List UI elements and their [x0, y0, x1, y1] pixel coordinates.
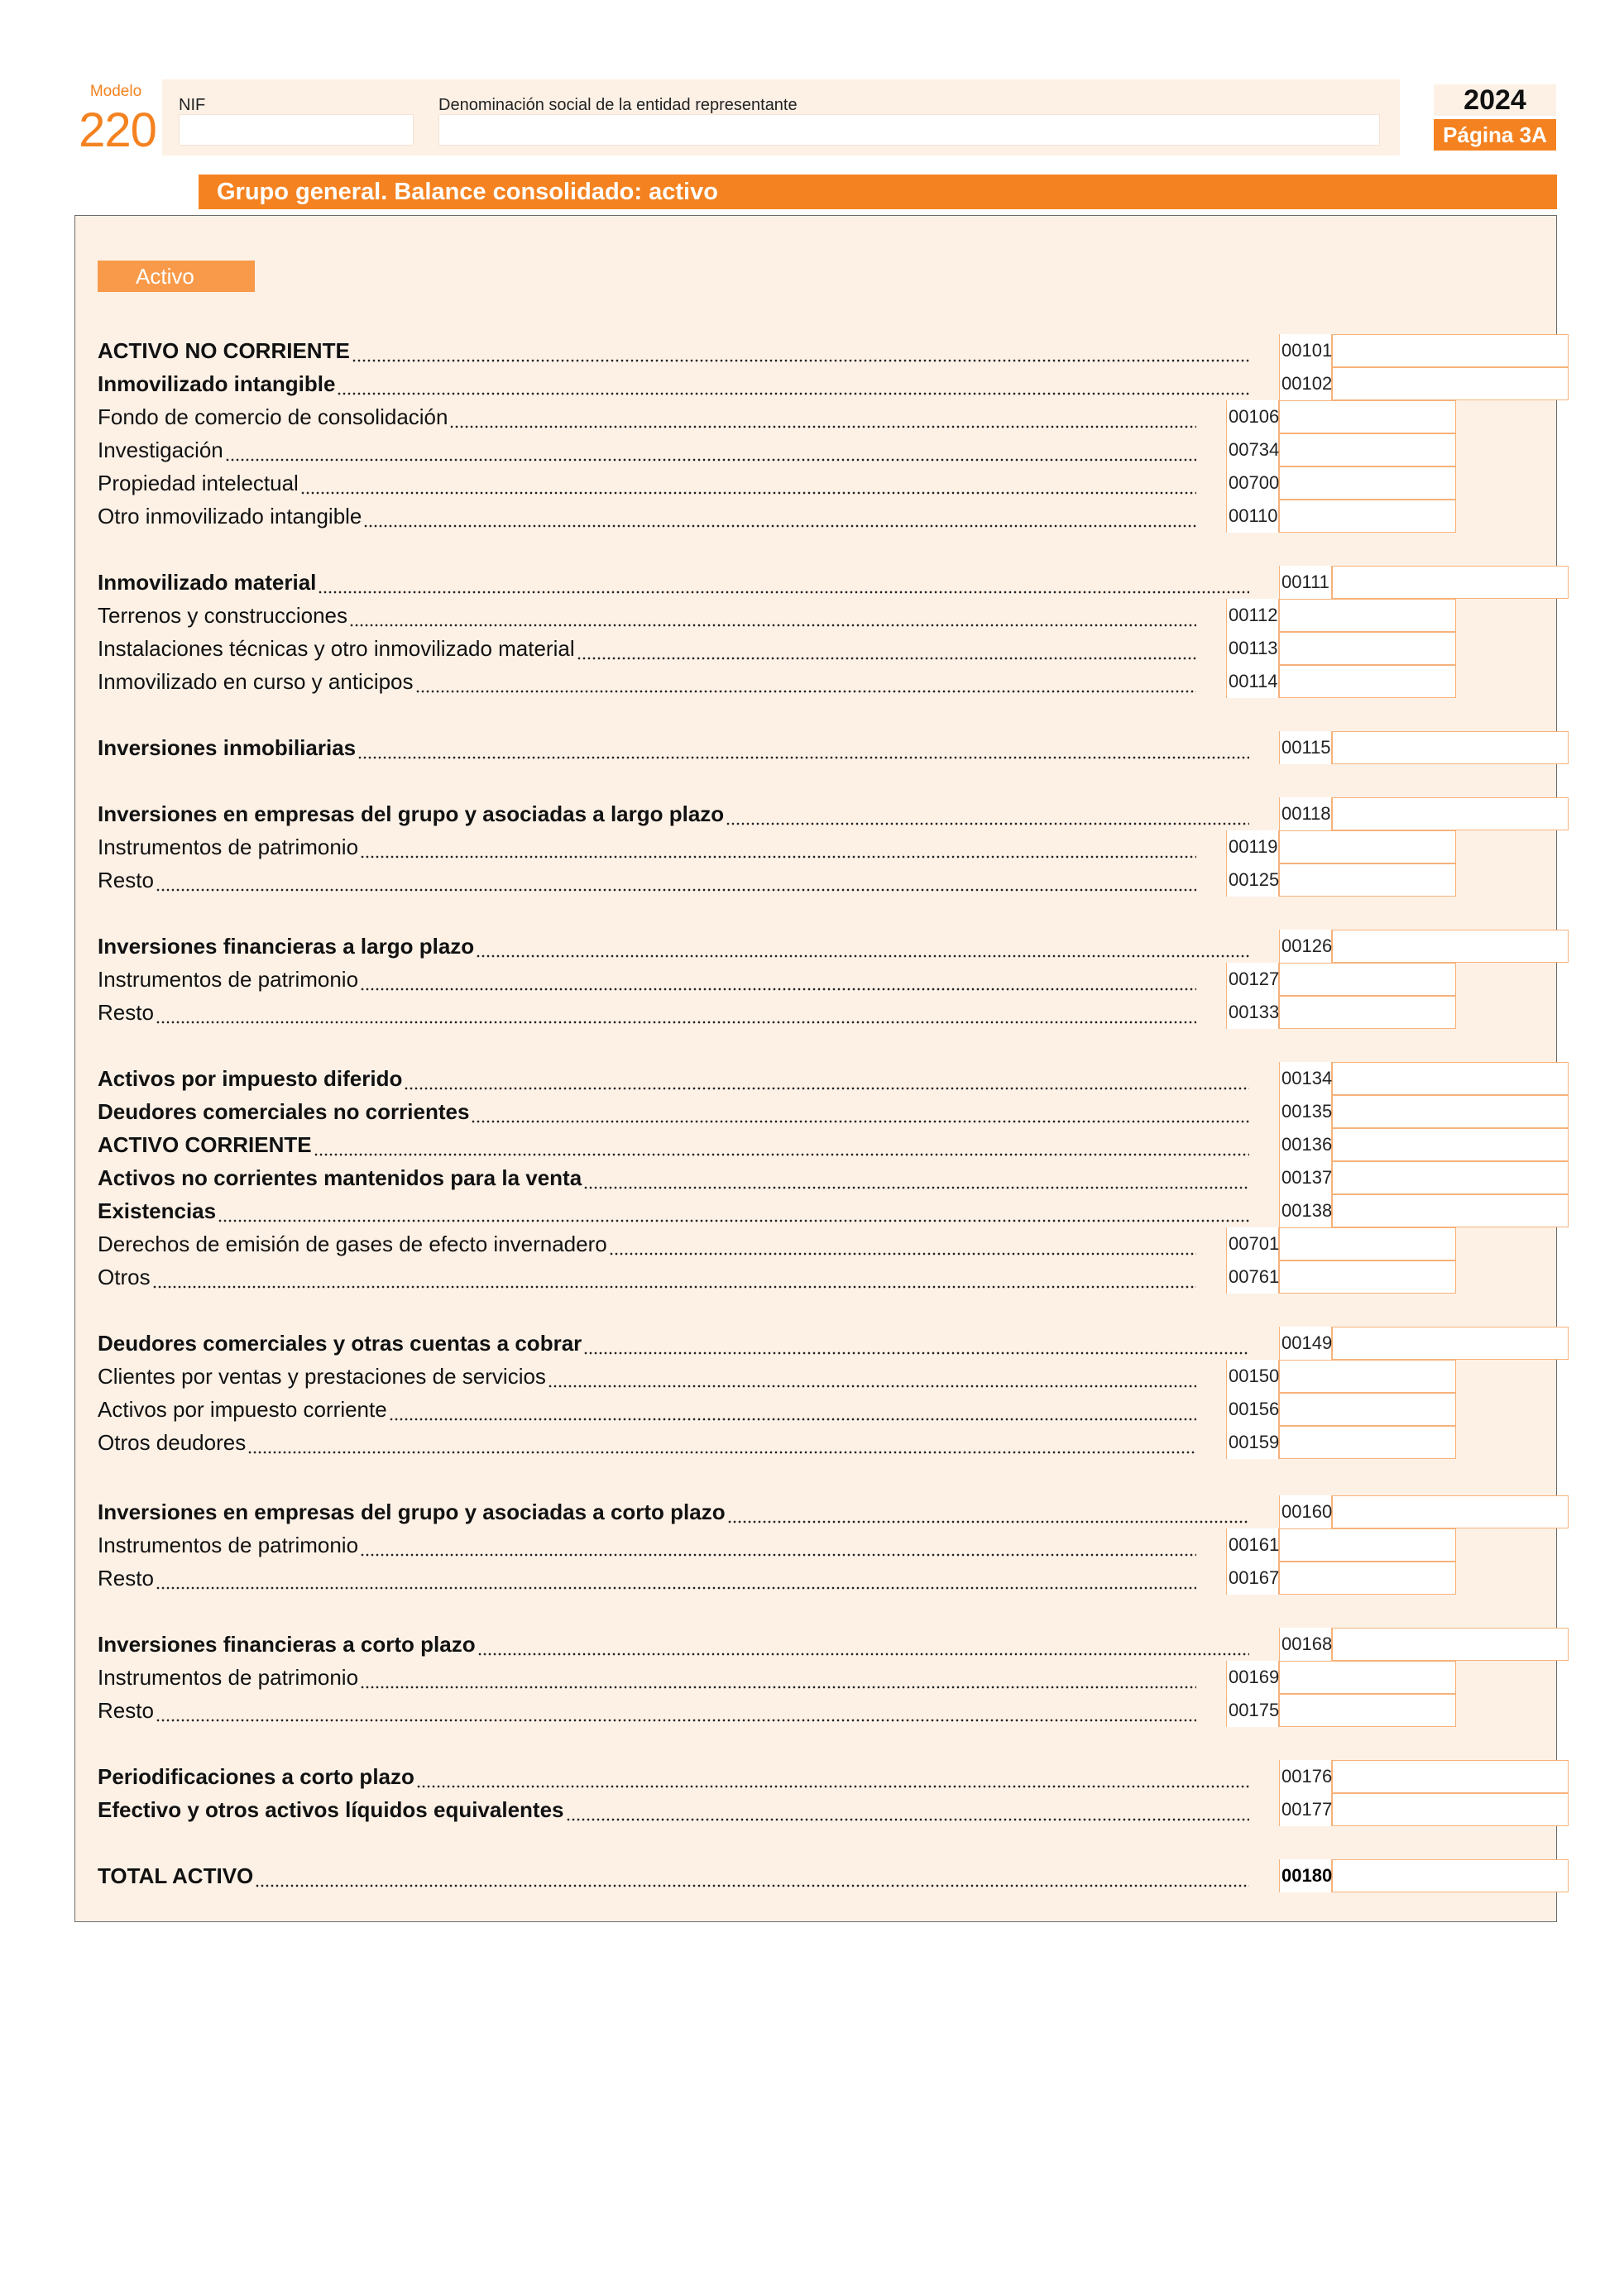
form-row [98, 731, 1251, 764]
dot-leader [352, 334, 1249, 367]
form-row [98, 400, 1198, 433]
amount-input[interactable] [1332, 1793, 1569, 1826]
dot-leader [156, 863, 1196, 897]
amount-input[interactable] [1332, 797, 1569, 830]
amount-input[interactable] [1279, 500, 1456, 533]
dot-leader [225, 433, 1196, 466]
dot-leader [577, 632, 1196, 665]
dot-leader [360, 1661, 1196, 1694]
row-label: Inversiones financieras a corto plazo [98, 1631, 476, 1657]
dot-leader [360, 963, 1196, 996]
dot-leader [360, 830, 1196, 863]
row-label: TOTAL ACTIVO [98, 1863, 254, 1888]
dot-leader [349, 599, 1196, 632]
dot-leader [583, 1327, 1249, 1360]
row-label: Deudores comerciales y otras cuentas a cobrar [98, 1330, 582, 1356]
row-label: Activos no corrientes mantenidos para la venta [98, 1165, 582, 1190]
field-code: 00138 [1279, 1194, 1332, 1227]
amount-input[interactable] [1279, 1393, 1456, 1426]
dot-leader [404, 1062, 1249, 1095]
form-row [98, 466, 1198, 500]
field-code: 00135 [1279, 1095, 1332, 1128]
row-label: Activos por impuesto corriente [98, 1396, 387, 1422]
form-row [98, 1062, 1251, 1095]
field-code: 00101 [1279, 334, 1332, 367]
dot-leader [726, 797, 1249, 830]
form-row [98, 665, 1198, 698]
form-row [98, 1227, 1198, 1260]
dot-leader [449, 400, 1196, 433]
field-code: 00115 [1279, 731, 1332, 764]
field-code: 00167 [1226, 1562, 1279, 1595]
dot-leader [471, 1095, 1249, 1128]
amount-input[interactable] [1279, 963, 1456, 996]
nif-label: NIF [179, 96, 206, 114]
dot-leader [583, 1161, 1249, 1194]
nif-field[interactable] [179, 114, 414, 146]
section-title: Grupo general. Balance consolidado: activo [199, 175, 1557, 209]
row-label: Instrumentos de patrimonio [98, 834, 359, 859]
field-code: 00112 [1226, 599, 1279, 632]
form-row [98, 963, 1198, 996]
dot-leader [566, 1793, 1250, 1826]
field-code: 00734 [1226, 433, 1279, 466]
amount-input[interactable] [1279, 1661, 1456, 1694]
row-label: Instrumentos de patrimonio [98, 1664, 359, 1690]
form-row [98, 1661, 1198, 1694]
form-row [98, 1327, 1251, 1360]
field-code: 00180 [1279, 1859, 1332, 1892]
field-code: 00136 [1279, 1128, 1332, 1161]
field-code: 00111 [1279, 566, 1332, 599]
form-row [98, 1562, 1198, 1595]
dot-leader [156, 996, 1196, 1029]
row-label: Fondo de comercio de consolidación [98, 404, 448, 429]
form-row [98, 1260, 1198, 1294]
form-row [98, 1360, 1198, 1393]
amount-input[interactable] [1332, 1161, 1569, 1194]
row-label: Inversiones en empresas del grupo y asociadas a corto plazo [98, 1499, 726, 1524]
dot-leader [314, 1128, 1249, 1161]
row-label: Inmovilizado en curso y anticipos [98, 668, 414, 694]
form-row [98, 599, 1198, 632]
amount-input[interactable] [1332, 1327, 1569, 1360]
activo-tag: Activo [98, 261, 255, 292]
row-label: Activos por impuesto diferido [98, 1065, 403, 1091]
field-code: 00177 [1279, 1793, 1332, 1826]
row-label: Inversiones inmobiliarias [98, 734, 357, 760]
row-label: Resto [98, 867, 154, 892]
row-label: ACTIVO CORRIENTE [98, 1131, 312, 1157]
amount-input[interactable] [1279, 466, 1456, 500]
row-label: Propiedad intelectual [98, 470, 299, 495]
field-code: 00159 [1226, 1426, 1279, 1459]
form-row [98, 797, 1251, 830]
amount-input[interactable] [1279, 996, 1456, 1029]
row-label: Otro inmovilizado intangible [98, 503, 362, 529]
field-code: 00156 [1226, 1393, 1279, 1426]
row-label: ACTIVO NO CORRIENTE [98, 337, 350, 363]
form-row [98, 367, 1251, 400]
form-row [98, 566, 1251, 599]
dot-leader [477, 1628, 1249, 1661]
dot-leader [548, 1360, 1196, 1393]
amount-input[interactable] [1332, 930, 1569, 963]
field-code: 00126 [1279, 930, 1332, 963]
field-code: 00168 [1279, 1628, 1332, 1661]
form-row [98, 1859, 1251, 1892]
form-row [98, 1194, 1251, 1227]
field-code: 00118 [1279, 797, 1332, 830]
field-code: 00114 [1226, 665, 1279, 698]
row-label: Clientes por ventas y prestaciones de servicios [98, 1363, 546, 1389]
form-row [98, 1128, 1251, 1161]
amount-input[interactable] [1279, 1260, 1456, 1294]
amount-input[interactable] [1332, 1062, 1569, 1095]
field-code: 00169 [1226, 1661, 1279, 1694]
dot-leader [247, 1426, 1196, 1459]
form-row [98, 632, 1198, 665]
form-row [98, 433, 1198, 466]
amount-input[interactable] [1332, 1760, 1569, 1793]
form-row [98, 863, 1198, 897]
dot-leader [152, 1260, 1196, 1294]
dot-leader [337, 367, 1249, 400]
amount-input[interactable] [1332, 1194, 1569, 1227]
field-code: 00134 [1279, 1062, 1332, 1095]
modelo-label: Modelo [89, 83, 142, 100]
dot-leader [609, 1227, 1196, 1260]
row-label: Inversiones financieras a largo plazo [98, 933, 475, 959]
field-code: 00125 [1226, 863, 1279, 897]
row-label: Instrumentos de patrimonio [98, 1532, 359, 1557]
field-code: 00761 [1226, 1260, 1279, 1294]
amount-input[interactable] [1279, 1360, 1456, 1393]
row-label: Derechos de emisión de gases de efecto invernadero [98, 1231, 607, 1256]
amount-input[interactable] [1279, 599, 1456, 632]
field-code: 00113 [1226, 632, 1279, 665]
field-code: 00110 [1226, 500, 1279, 533]
field-code: 00150 [1226, 1360, 1279, 1393]
amount-input[interactable] [1332, 566, 1569, 599]
row-label: Investigación [98, 437, 223, 462]
form-row [98, 1393, 1198, 1426]
row-label: Deudores comerciales no corrientes [98, 1098, 470, 1124]
dot-leader [416, 1760, 1249, 1793]
amount-input[interactable] [1279, 1528, 1456, 1562]
amount-input[interactable] [1279, 1694, 1456, 1727]
form-row [98, 830, 1198, 863]
row-label: Inmovilizado intangible [98, 371, 336, 396]
form-row [98, 1628, 1251, 1661]
field-code: 00175 [1226, 1694, 1279, 1727]
field-code: 00119 [1226, 830, 1279, 863]
amount-input[interactable] [1332, 1859, 1569, 1892]
form-row [98, 500, 1198, 533]
field-code: 00161 [1226, 1528, 1279, 1562]
form-row [98, 996, 1198, 1029]
form-row [98, 1426, 1198, 1459]
form-row [98, 1760, 1251, 1793]
amount-input[interactable] [1332, 1128, 1569, 1161]
field-code: 00102 [1279, 367, 1332, 400]
dot-leader [360, 1528, 1196, 1562]
field-code: 00137 [1279, 1161, 1332, 1194]
row-label: Resto [98, 1565, 154, 1590]
field-code: 00106 [1226, 400, 1279, 433]
form-row [98, 1161, 1251, 1194]
field-code: 00176 [1279, 1760, 1332, 1793]
amount-input[interactable] [1279, 433, 1456, 466]
header-band [162, 79, 1400, 155]
row-label: Inversiones en empresas del grupo y asociadas a largo plazo [98, 801, 725, 826]
year-badge: 2024 [1434, 84, 1556, 116]
row-label: Terrenos y construcciones [98, 602, 348, 628]
dot-leader [156, 1562, 1196, 1595]
field-code: 00149 [1279, 1327, 1332, 1360]
entity-name-field[interactable] [438, 114, 1380, 146]
amount-input[interactable] [1332, 334, 1569, 367]
dot-leader [218, 1194, 1249, 1227]
row-label: Resto [98, 1697, 154, 1723]
amount-input[interactable] [1332, 367, 1569, 400]
amount-input[interactable] [1279, 1227, 1456, 1260]
row-label: Efectivo y otros activos líquidos equivalentes [98, 1796, 564, 1822]
form-row [98, 1694, 1198, 1727]
dot-leader [476, 930, 1249, 963]
row-label: Existencias [98, 1198, 217, 1223]
dot-leader [357, 731, 1249, 764]
amount-input[interactable] [1279, 632, 1456, 665]
field-code: 00700 [1226, 466, 1279, 500]
dot-leader [727, 1495, 1249, 1528]
entity-label: Denominación social de la entidad representante [438, 96, 798, 114]
form-row [98, 930, 1251, 963]
row-label: Resto [98, 999, 154, 1025]
amount-input[interactable] [1332, 731, 1569, 764]
form-row [98, 1528, 1198, 1562]
amount-input[interactable] [1279, 1562, 1456, 1595]
form-row [98, 1793, 1251, 1826]
dot-leader [300, 466, 1196, 500]
row-label: Otros [98, 1264, 151, 1289]
field-code: 00160 [1279, 1495, 1332, 1528]
row-label: Otros deudores [98, 1429, 247, 1455]
row-label: Inmovilizado material [98, 569, 317, 595]
amount-input[interactable] [1279, 830, 1456, 863]
dot-leader [318, 566, 1249, 599]
row-label: Instalaciones técnicas y otro inmovilizado material [98, 635, 575, 661]
amount-input[interactable] [1332, 1095, 1569, 1128]
dot-leader [389, 1393, 1196, 1426]
field-code: 00701 [1226, 1227, 1279, 1260]
form-row [98, 1495, 1251, 1528]
dot-leader [255, 1859, 1249, 1892]
page-badge: Página 3A [1434, 119, 1556, 151]
amount-input[interactable] [1332, 1628, 1569, 1661]
amount-input[interactable] [1279, 665, 1456, 698]
dot-leader [415, 665, 1196, 698]
field-code: 00133 [1226, 996, 1279, 1029]
dot-leader [156, 1694, 1196, 1727]
amount-input[interactable] [1279, 863, 1456, 897]
amount-input[interactable] [1279, 1426, 1456, 1459]
form-row [98, 334, 1251, 367]
amount-input[interactable] [1279, 400, 1456, 433]
amount-input[interactable] [1332, 1495, 1569, 1528]
form-row [98, 1095, 1251, 1128]
field-code: 00127 [1226, 963, 1279, 996]
modelo-number: 220 [79, 103, 156, 157]
row-label: Instrumentos de patrimonio [98, 966, 359, 992]
row-label: Periodificaciones a corto plazo [98, 1763, 414, 1789]
dot-leader [363, 500, 1196, 533]
